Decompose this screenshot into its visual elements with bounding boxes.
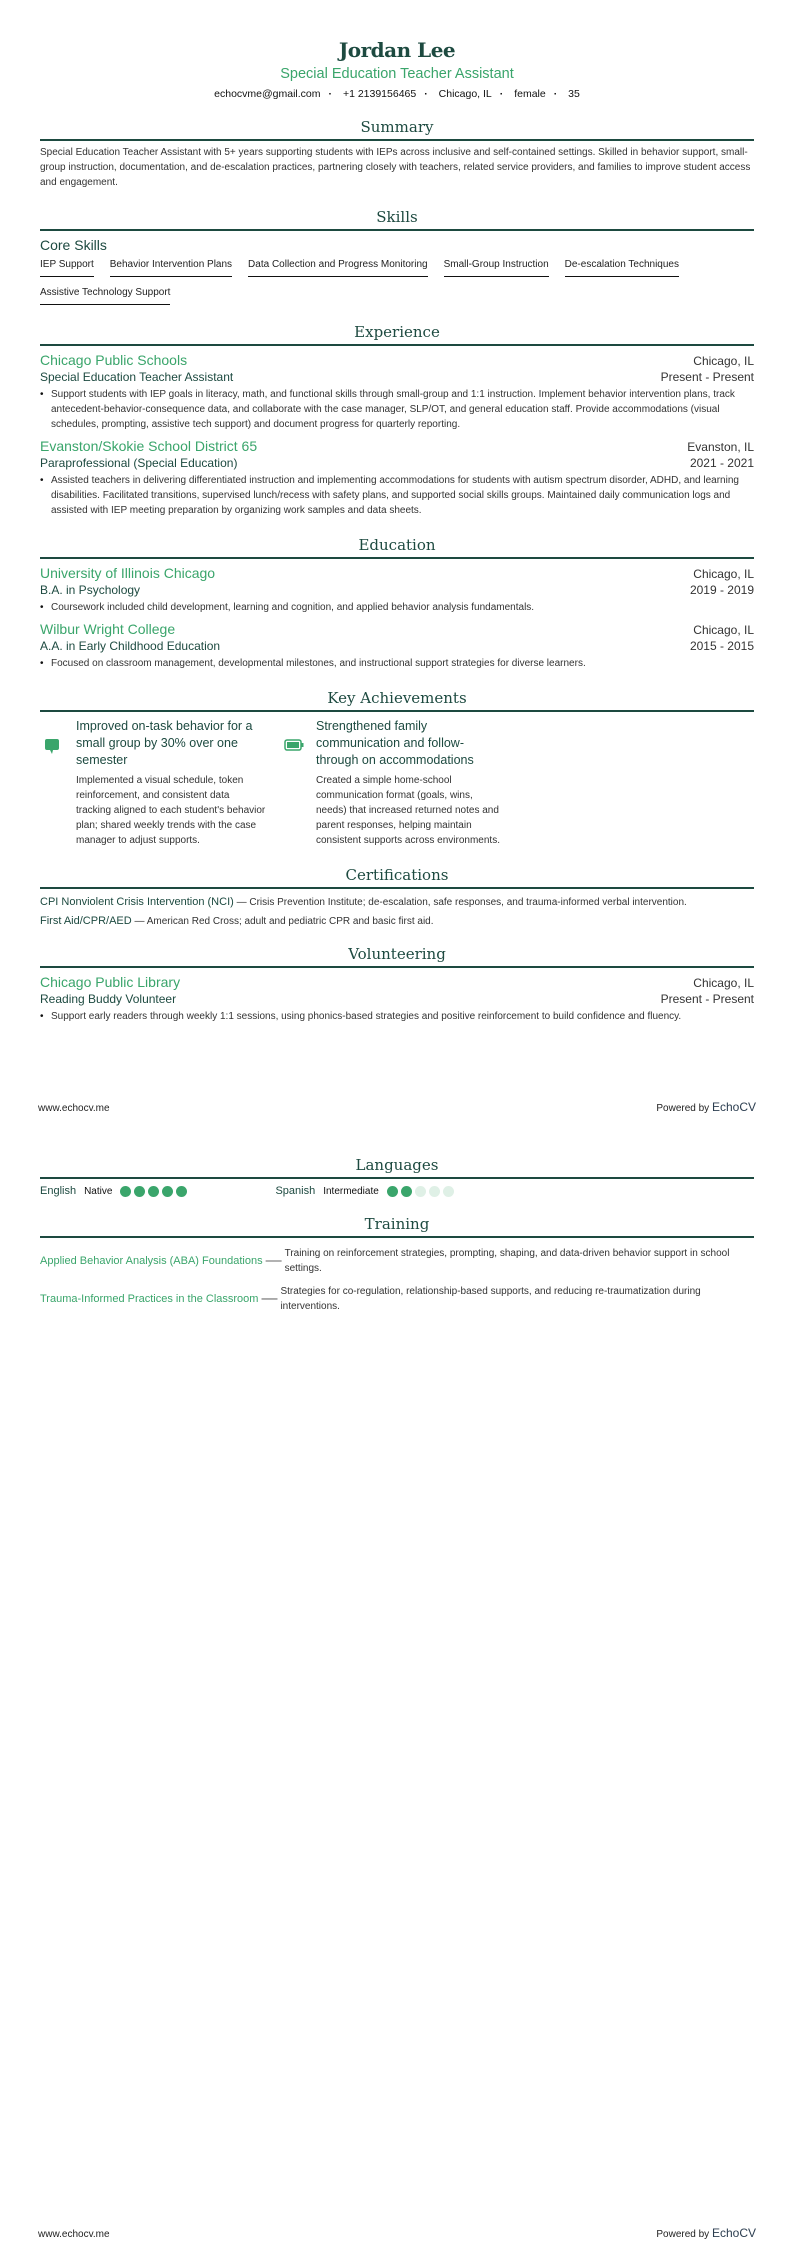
training-heading: Training [40, 1215, 754, 1238]
achievement-title: Strengthened family communication and follow-through on accommodations [316, 719, 474, 767]
entry-dates: Present - Present [660, 370, 754, 384]
entry-location: Evanston, IL [687, 440, 754, 454]
entry-location: Chicago, IL [693, 567, 754, 581]
entry-bullet: • Support early readers through weekly 1:1 sessions, using phonics-based strategies and positive reinforcement to build confidence and fluency. [51, 1009, 754, 1024]
skill-chip: IEP Support [40, 257, 94, 277]
certifications-heading: Certifications [40, 866, 754, 889]
brand-logo: EchoCV [711, 2226, 756, 2240]
entry-bullet: • Assisted teachers in delivering differentiated instruction and implementing accommodations for students with autism spectrum disorder, ADHD, and learning disabilities. Facilitated transitions, supervised lunch/recess with safety plans, and supported social skills groups. Maintained daily communication logs and assisted with IEP meeting preparation by organizing work samples and data sheets. [51, 473, 754, 518]
education-heading: Education [40, 536, 754, 559]
school: University of Illinois Chicago [40, 565, 216, 581]
employer: Evanston/Skokie School District 65 [40, 438, 258, 454]
experience-entry [40, 432, 754, 518]
skills-group-title: Core Skills [40, 237, 107, 253]
brand-logo: EchoCV [711, 1100, 756, 1114]
rating-dot-empty [429, 1186, 440, 1197]
achievement-item [40, 718, 280, 848]
language-name: English [40, 1185, 77, 1197]
certification-item: CPI Nonviolent Crisis Intervention (NCI) — Crisis Prevention Institute; de-escalation, safe responses, and trauma-informed verbal intervention. [40, 896, 687, 908]
experience-heading: Experience [40, 323, 754, 346]
email[interactable]: echocvme@gmail.com [214, 88, 321, 100]
entry-dates: 2019 - 2019 [689, 583, 754, 597]
training-description: Strategies for co-regulation, relationship-based supports, and reducing re-traumatization during interventions. [280, 1286, 701, 1312]
certification-item: First Aid/CPR/AED — American Red Cross; adult and pediatric CPR and basic first aid. [40, 915, 434, 927]
job-title: Special Education Teacher Assistant [40, 370, 234, 384]
summary-heading: Summary [40, 118, 754, 141]
certification-name: CPI Nonviolent Crisis Intervention (NCI) [40, 896, 234, 908]
speech-bubble-icon [40, 718, 76, 848]
candidate-name: Jordan Lee [338, 38, 456, 62]
battery-icon [280, 718, 316, 848]
training-name: Applied Behavior Analysis (ABA) Foundations [40, 1255, 263, 1267]
achievement-description: Created a simple home-school communication format (goals, wins, needs) that increased returned notes and parent responses, helping maintain consistent supports across environments. [316, 775, 500, 846]
training-description: Training on reinforcement strategies, prompting, shaping, and data-driven behavior support in school settings. [284, 1248, 730, 1274]
education-entry [40, 559, 754, 615]
language-rating [120, 1186, 187, 1197]
skill-chip: Small-Group Instruction [444, 257, 549, 277]
skill-chip: De-escalation Techniques [565, 257, 679, 277]
language-name: Spanish [275, 1185, 316, 1197]
rating-dot-empty [415, 1186, 426, 1197]
page-2 [0, 1123, 794, 2246]
entry-dates: Present - Present [660, 992, 754, 1006]
rating-dot-filled [120, 1186, 131, 1197]
rating-dot-filled [134, 1186, 145, 1197]
entry-bullet: • Focused on classroom management, developmental milestones, and instructional support strategies for diverse learners. [51, 656, 754, 671]
employer: Chicago Public Schools [40, 352, 188, 368]
rating-dot-filled [162, 1186, 173, 1197]
volunteer-role: Reading Buddy Volunteer [40, 992, 177, 1006]
contact-line: echocvme@gmail.com · +1 2139156465 · Chicago, IL · female · 35 [214, 88, 580, 100]
achievements-list [40, 718, 754, 848]
footer-url[interactable]: www.echocv.me [38, 2229, 110, 2240]
age: 35 [568, 88, 580, 100]
skill-chip: Assistive Technology Support [40, 285, 170, 305]
powered-by-label: Powered by [656, 2229, 710, 2240]
rating-dot-filled [176, 1186, 187, 1197]
language-level: Intermediate [323, 1185, 379, 1197]
location: Chicago, IL [438, 88, 492, 100]
achievement-title: Improved on-task behavior for a small group by 30% over one semester [76, 719, 253, 767]
language-level: Native [84, 1185, 113, 1197]
degree: B.A. in Psychology [40, 583, 141, 597]
education-entry [40, 615, 754, 671]
rating-dot-empty [443, 1186, 454, 1197]
training-item: Trauma-Informed Practices in the Classroom — Strategies for co-regulation, relationship-based supports, and reducing re-traumatization during interventions. [40, 1284, 754, 1314]
volunteering-heading: Volunteering [40, 945, 754, 968]
summary-text: Special Education Teacher Assistant with 5+ years supporting students with IEPs across inclusive and self-contained settings. Skilled in behavior support, small-group instruction, documentation, and de-escalation practices, partnering closely with teachers, related service providers, and families to improve student access and engagement. [40, 147, 751, 188]
rating-dot-filled [387, 1186, 398, 1197]
entry-location: Chicago, IL [693, 976, 754, 990]
entry-location: Chicago, IL [693, 623, 754, 637]
training-name: Trauma-Informed Practices in the Classroom [40, 1293, 259, 1305]
achievements-heading: Key Achievements [40, 689, 754, 712]
entry-dates: 2021 - 2021 [689, 456, 754, 470]
languages-heading: Languages [40, 1156, 754, 1179]
certification-description: American Red Cross; adult and pediatric CPR and basic first aid. [146, 916, 434, 927]
certification-description: Crisis Prevention Institute; de-escalation, safe responses, and trauma-informed verbal intervention. [249, 897, 687, 908]
skills-heading: Skills [40, 208, 754, 231]
skill-chip: Data Collection and Progress Monitoring [248, 257, 428, 277]
language-rating [387, 1186, 454, 1197]
entry-bullet: • Support students with IEP goals in literacy, math, and functional skills through small-group and 1:1 instruction. Implement behavior intervention plans, track antecedent-behavior-consequence data, and collaborate with the case manager, SLP/OT, and general education staff. Provide accommodations (visual schedules, prompting, assistive tech support) and document progress for quarterly reporting. [51, 387, 754, 432]
phone[interactable]: +1 2139156465 [342, 88, 417, 100]
entry-dates: 2015 - 2015 [689, 639, 754, 653]
page-footer [38, 2226, 756, 2240]
experience-entry [40, 346, 754, 432]
powered-by [656, 1100, 756, 1114]
rating-dot-filled [401, 1186, 412, 1197]
skill-chip: Behavior Intervention Plans [110, 257, 232, 277]
certification-name: First Aid/CPR/AED [40, 915, 132, 927]
footer-url[interactable]: www.echocv.me [38, 1103, 110, 1114]
page-footer [38, 1100, 756, 1114]
candidate-title: Special Education Teacher Assistant [280, 66, 514, 82]
powered-by [656, 2226, 756, 2240]
rating-dot-filled [148, 1186, 159, 1197]
languages-list [40, 1185, 754, 1197]
job-title: Paraprofessional (Special Education) [40, 456, 238, 470]
organization: Chicago Public Library [40, 974, 181, 990]
skills-list [40, 257, 754, 313]
achievement-item [280, 718, 520, 848]
volunteering-entry [40, 968, 754, 1024]
gender: female [514, 88, 546, 100]
degree: A.A. in Early Childhood Education [40, 639, 221, 653]
school: Wilbur Wright College [40, 621, 176, 637]
powered-by-label: Powered by [656, 1103, 710, 1114]
achievement-description: Implemented a visual schedule, token reinforcement, and consistent data tracking aligned to each student's behavior plan; shared weekly trends with the case manager to adjust supports. [76, 775, 266, 846]
entry-location: Chicago, IL [693, 354, 754, 368]
training-item: Applied Behavior Analysis (ABA) Foundations — Training on reinforcement strategies, prompting, shaping, and data-driven behavior support in school settings. [40, 1246, 754, 1276]
entry-bullet: • Coursework included child development, learning and cognition, and applied behavior analysis fundamentals. [51, 600, 754, 615]
